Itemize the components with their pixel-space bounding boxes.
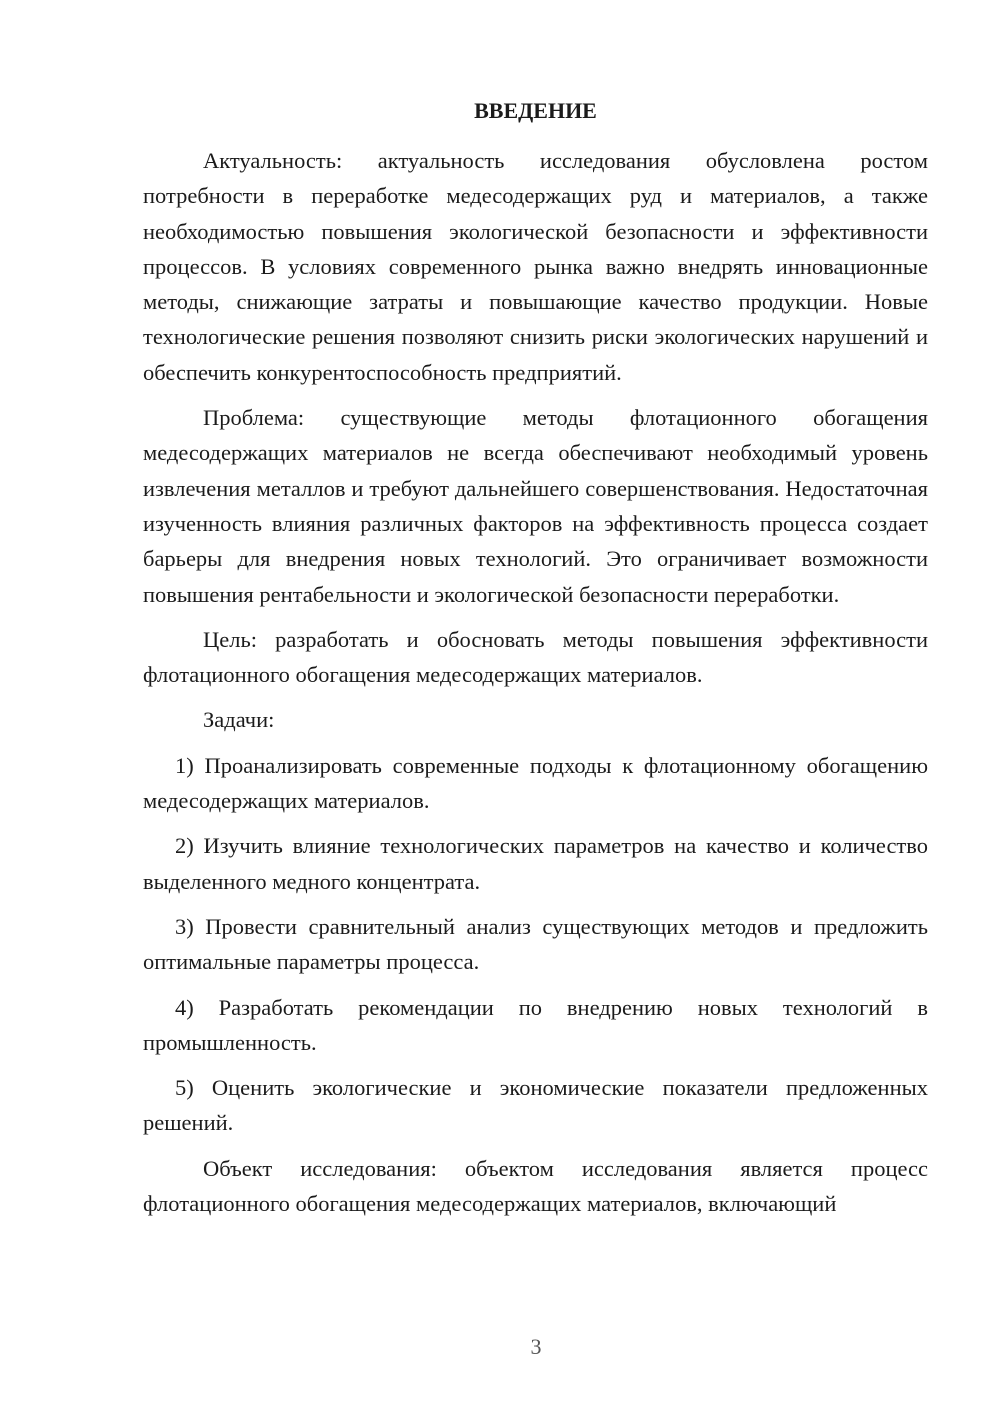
section-title: ВВЕДЕНИЕ — [474, 98, 597, 123]
goal-paragraph: Цель: разработать и обосновать методы повышения эффективности флотационного обогащения медесодержащих материалов. — [143, 626, 928, 688]
task-item: 3) Провести сравнительный анализ существующих методов и предложить оптимальные параметры процесса. — [143, 913, 928, 975]
document-page — [143, 96, 928, 1221]
task-item: 2) Изучить влияние технологических параметров на качество и количество выделенного медного концентрата. — [143, 833, 928, 894]
object-paragraph: Объект исследования: объектом исследования является процесс флотационного обогащения медесодержащих материалов, включающий — [143, 1155, 928, 1217]
problem-paragraph: Проблема: существующие методы флотационного обогащения медесодержащих материалов не всегда обеспечивают необходимый уровень извлечения металлов и требуют дальнейшего совершенствования. Недостаточная изученность влияния различных факторов на эффективность процесса создает барьеры для внедрения новых технологий. Это ограничивает возможности повышения рентабельности и экологической безопасности переработки. — [143, 405, 928, 607]
tasks-label: Задачи: — [203, 707, 275, 733]
task-item: 5) Оценить экологические и экономические показатели предложенных решений. — [143, 1075, 928, 1136]
relevance-paragraph: Актуальность: актуальность исследования обусловлена ростом потребности в переработке медесодержащих руд и материалов, а также необходимостью повышения экологической безопасности и эффективности процессов. В условиях современного рынка важно внедрять инновационные методы, снижающие затраты и повышающие качество продукции. Новые технологические решения позволяют снизить риски экологических нарушений и обеспечить конкурентоспособность предприятий. — [143, 148, 928, 385]
page-number: 3 — [530, 1334, 542, 1359]
tasks-list — [143, 748, 928, 1141]
task-item: 1) Проанализировать современные подходы к флотационному обогащению медесодержащих материалов. — [143, 752, 928, 814]
task-item: 4) Разработать рекомендации по внедрению новых технологий в промышленность. — [143, 994, 928, 1055]
